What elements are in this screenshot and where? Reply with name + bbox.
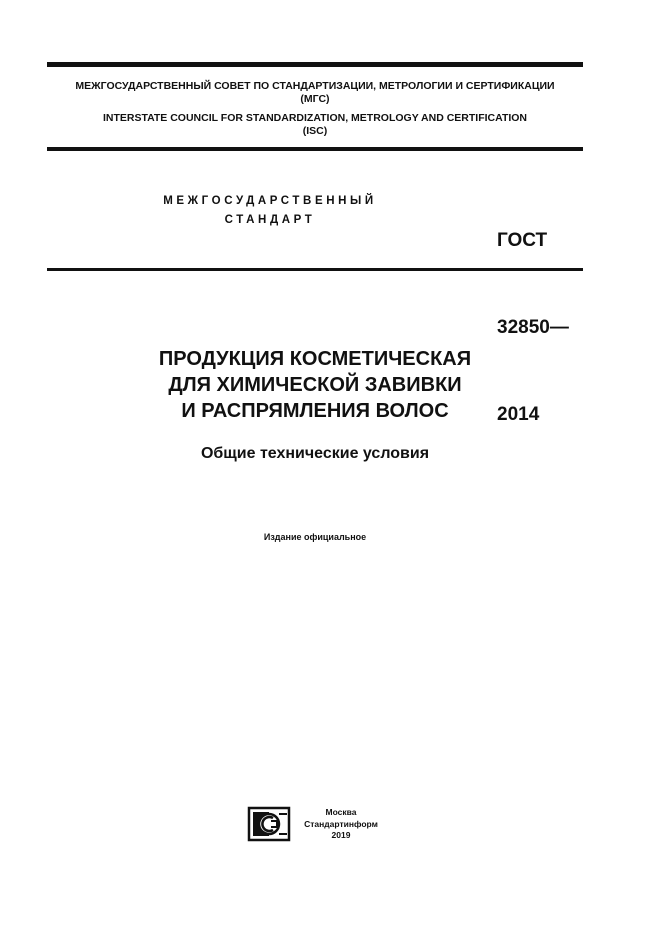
publisher-city: Москва: [325, 807, 357, 817]
top-rule: [47, 62, 583, 67]
title-line1: ПРОДУКЦИЯ КОСМЕТИЧЕСКАЯ: [158, 348, 472, 370]
council-abbrev-ru: (МГС): [300, 93, 330, 105]
gost-number: 32850—: [497, 317, 569, 338]
publisher-year: 2019: [331, 830, 351, 840]
standartinform-logo-icon: [247, 806, 291, 842]
lower-rule: [47, 268, 583, 271]
standard-kind-line1: МЕЖГОСУДАРСТВЕННЫЙ: [163, 195, 377, 207]
document-subtitle: Общие технические условия: [200, 445, 430, 462]
title-line3: И РАСПРЯМЛЕНИЯ ВОЛОС: [181, 400, 449, 422]
council-name-english: [47, 112, 583, 138]
standard-kind: [110, 192, 430, 230]
publisher-imprint: [296, 807, 386, 842]
publisher-name: Стандартинформ: [304, 818, 378, 829]
council-name-en-line: INTERSTATE COUNCIL FOR STANDARDIZATION, METROLOGY AND CERTIFICATION: [102, 112, 528, 124]
council-name-russian: [47, 80, 583, 106]
document-title: [60, 346, 570, 424]
council-abbrev-en: (ISC): [302, 125, 328, 137]
standard-kind-line2: СТАНДАРТ: [224, 214, 316, 226]
gost-label: ГОСТ: [497, 230, 548, 251]
middle-rule: [47, 147, 583, 151]
gost-year: 2014: [497, 404, 540, 425]
title-line2: ДЛЯ ХИМИЧЕСКОЙ ЗАВИВКИ: [168, 374, 462, 396]
edition-note: Издание официальное: [263, 532, 367, 542]
council-name-ru-line: МЕЖГОСУДАРСТВЕННЫЙ СОВЕТ ПО СТАНДАРТИЗАЦИИ, МЕТРОЛОГИИ И СЕРТИФИКАЦИИ: [75, 80, 555, 92]
